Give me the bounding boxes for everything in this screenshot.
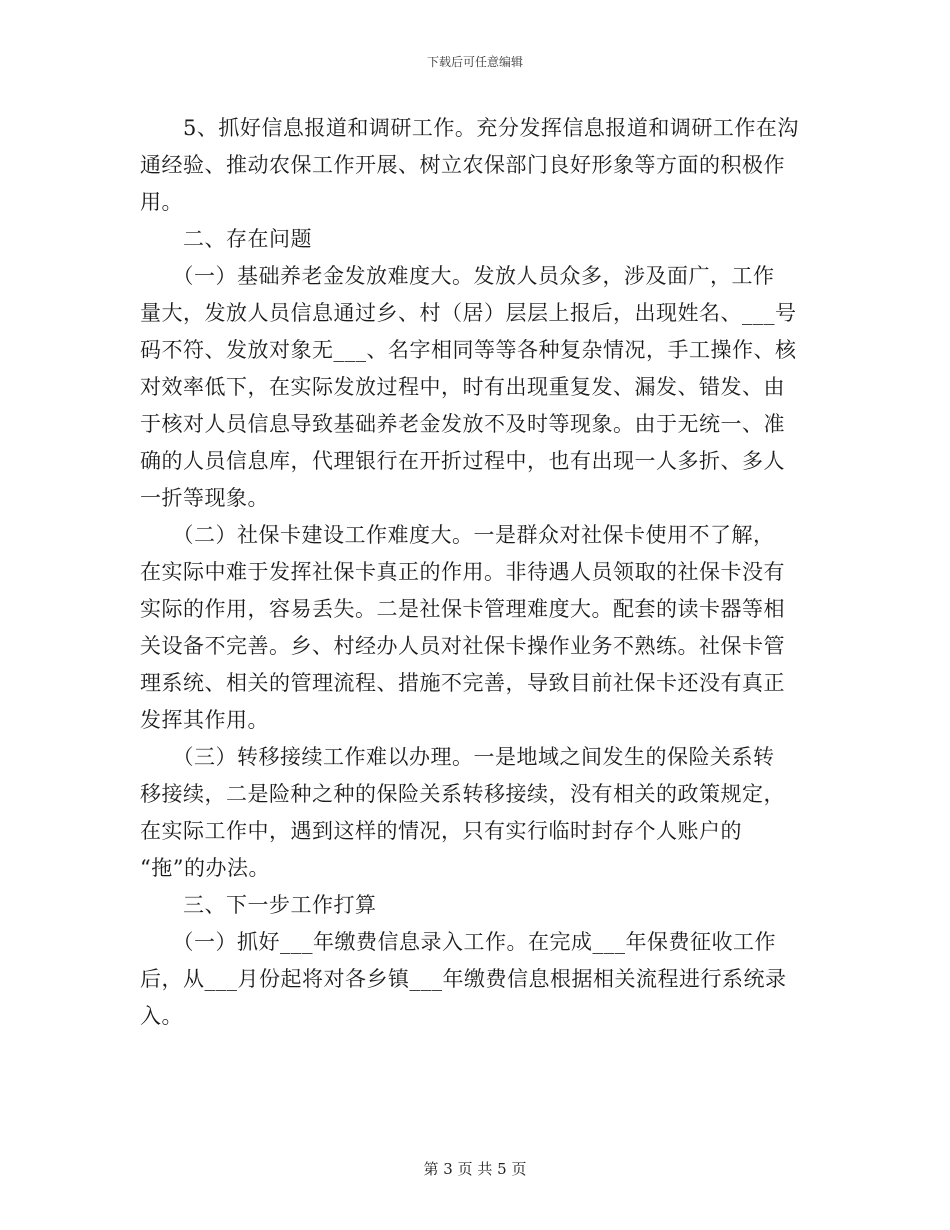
body-line: （二）社保卡建设工作难度大。一是群众对社保卡使用不了解， [140,523,775,547]
body-line: （一）抓好___年缴费信息录入工作。在完成___年保费征收工作 [140,930,776,954]
body-line: 在实际工作中，遇到这样的情况，只有实行临时封存个人账户的 [140,819,742,843]
body-line: 对效率低下，在实际发放过程中，时有出现重复发、漏发、错发、由 [140,375,785,399]
body-line: 5、抓好信息报道和调研工作。充分发挥信息报道和调研工作在沟 [140,116,799,140]
body-line: 实际的作用，容易丢失。二是社保卡管理难度大。配套的读卡器等相 [140,597,785,621]
body-line: 于核对人员信息导致基础养老金发放不及时等现象。由于无统一、准 [140,412,785,436]
body-line: 用。 [140,190,183,214]
body-line: 理系统、相关的管理流程、措施不完善，导致目前社保卡还没有真正 [140,671,785,695]
body-line: “拖”的办法。 [140,856,270,880]
body-line: 通经验、推动农保工作开展、树立农保部门良好形象等方面的积极作 [140,153,785,177]
body-line: 在实际中难于发挥社保卡真正的作用。非待遇人员领取的社保卡没有 [140,560,785,584]
body-line: 一折等现象。 [140,486,269,510]
page-header: 下载后可任意编辑 [426,55,523,69]
body-line: 后，从___月份起将对各乡镇___年缴费信息根据相关流程进行系统录 [140,967,787,991]
body-line: 码不符、发放对象无___、名字相同等等各种复杂情况，手工操作、核 [140,338,797,362]
document-body [140,110,810,1035]
section-heading: 二、存在问题 [140,227,312,251]
body-line: （三）转移接续工作难以办理。一是地域之间发生的保险关系转 [140,745,775,769]
body-line: 确的人员信息库，代理银行在开折过程中，也有出现一人多折、多人 [140,449,785,473]
body-line: 关设备不完善。乡、村经办人员对社保卡操作业务不熟练。社保卡管 [140,634,785,658]
body-line: （一）基础养老金发放难度大。发放人员众多，涉及面广，工作 [140,264,775,288]
section-heading: 三、下一步工作打算 [140,893,377,917]
page-footer: 第 3 页 共 5 页 [423,1160,527,1178]
body-line: 入。 [140,1004,183,1028]
body-line: 量大，发放人员信息通过乡、村（居）层层上报后，出现姓名、___号 [140,301,797,325]
body-line: 移接续，二是险种之种的保险关系转移接续，没有相关的政策规定， [140,782,785,806]
body-line: 发挥其作用。 [140,708,269,732]
